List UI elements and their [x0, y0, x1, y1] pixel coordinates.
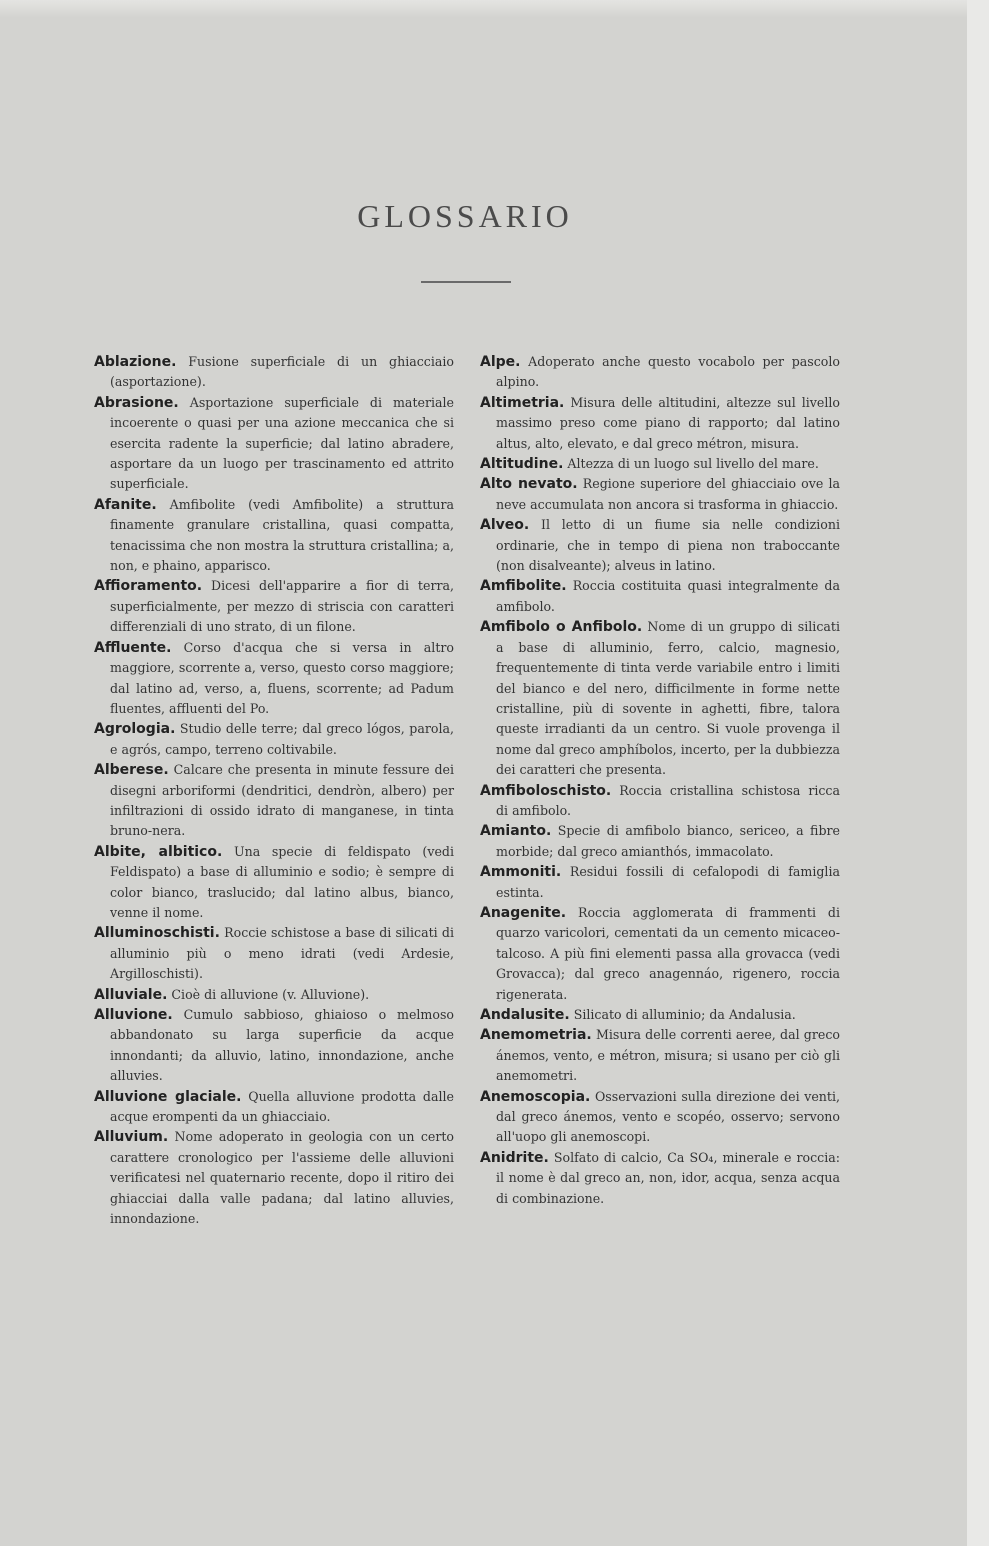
glossary-entry — [480, 617, 840, 780]
entry-definition: Roccia cristallina schistosa ricca di amfibolo. — [496, 782, 840, 818]
entry-term: Affluente. — [94, 639, 172, 656]
entry-term: Affioramento. — [94, 578, 203, 595]
glossary-entry — [94, 760, 454, 842]
glossary-entry — [94, 1087, 454, 1128]
entry-term: Alluminoschisti. — [94, 925, 220, 942]
glossary-entry — [480, 515, 840, 576]
entry-definition: Adoperato anche questo vocabolo per pascolo alpino. — [496, 354, 840, 390]
entry-definition: Roccia costituita quasi integralmente da amfibolo. — [496, 578, 840, 614]
page-title: GLOSSARIO — [357, 198, 573, 234]
glossary-entry — [94, 495, 454, 577]
glossary-entry — [480, 393, 840, 454]
glossary-entry — [94, 638, 454, 720]
glossary-entry — [94, 352, 454, 393]
entry-term: Amianto. — [480, 823, 552, 840]
entry-term: Abrasione. — [94, 394, 179, 411]
entry-definition: Nome di un gruppo di silicati a base di alluminio, ferro, calcio, magnesio, frequentemente di tinta verde variabile entro i limiti del bianco e del nero, difficilmente in forme nette cristalline, più di sovente in aghetti, fibre, talora queste irradianti da un centro. Si vuole provenga il nome dal greco amphíbolos, incerto, per la dubbiezza dei caratteri che presenta. — [496, 619, 840, 778]
entry-term: Altitudine. — [480, 456, 564, 473]
glossary-entry — [480, 821, 840, 862]
glossary-column-right — [480, 352, 840, 1209]
glossary-entry — [480, 862, 840, 903]
glossary-entry — [94, 842, 454, 924]
entry-definition: Cioè di alluvione (v. Alluvione). — [171, 986, 370, 1002]
entry-definition: Cumulo sabbioso, ghiaioso o melmoso abbandonato su larga superficie da acque innondanti; da alluvio, latino, innondazione, anche alluvies. — [110, 1007, 454, 1084]
entry-definition: Misura delle correnti aeree, dal greco ánemos, vento, e métron, misura; si usano per ciò gli anemometri. — [496, 1027, 840, 1084]
entry-term: Alluvium. — [94, 1129, 169, 1146]
entry-term: Alluvione glaciale. — [94, 1088, 242, 1105]
entry-definition: Solfato di calcio, Ca SO₄, minerale e roccia: il nome è dal greco an, non, idor, acqua, senza acqua di combinazione. — [496, 1149, 840, 1206]
entry-definition: Altezza di un luogo sul livello del mare. — [567, 456, 819, 472]
glossary-entry — [94, 393, 454, 495]
entry-term: Amfibolite. — [480, 578, 567, 595]
entry-term: Anagenite. — [480, 904, 567, 921]
glossary-entry — [480, 1148, 840, 1209]
glossary-entry — [480, 1025, 840, 1086]
entry-definition: Regione superiore del ghiacciaio ove la neve accumulata non ancora si trasforma in ghiaccio. — [496, 476, 840, 512]
scan-top-shade — [0, 0, 989, 18]
glossary-entry — [94, 719, 454, 760]
entry-definition: Fusione superficiale di un ghiacciaio (asportazione). — [110, 354, 454, 390]
entry-definition: Roccia agglomerata di frammenti di quarzo varicolori, cementati da un cemento micaceo-talcoso. A più fini elementi passa alla grovacca (vedi Grovacca); dal greco anagennáo, rigenero, roccia rigenerata. — [496, 904, 840, 1002]
entry-term: Alveo. — [480, 517, 530, 534]
entry-term: Ablazione. — [94, 354, 177, 370]
entry-definition: Specie di amfibolo bianco, sericeo, a fibre morbide; dal greco amianthós, immacolato. — [496, 823, 840, 859]
entry-definition: Corso d'acqua che si versa in altro maggiore, scorrente a, verso, questo corso maggiore; dal latino ad, verso, a, fluens, scorrente; ad Padum fluentes, affluenti del Po. — [110, 639, 454, 716]
glossary-entry — [94, 1005, 454, 1087]
glossary-entry — [480, 1005, 840, 1025]
entry-term: Altimetria. — [480, 394, 565, 411]
entry-definition: Studio delle terre; dal greco lógos, parola, e agrós, campo, terreno coltivabile. — [110, 721, 454, 757]
title-rule — [421, 281, 511, 283]
entry-definition: Silicato di alluminio; da Andalusia. — [573, 1007, 796, 1022]
glossary-entry — [480, 903, 840, 1005]
entry-definition: Asportazione superficiale di materiale incoerente o quasi per una azione meccanica che si esercita radente la superficie; dal latino abradere, asportare da un luogo per trascinamento ed attrito superficiale. — [110, 394, 454, 492]
entry-term: Alpe. — [480, 354, 521, 370]
glossary-entry — [480, 474, 840, 515]
entry-term: Andalusite. — [480, 1007, 570, 1023]
entry-term: Alluvione. — [94, 1007, 173, 1023]
entry-definition: Il letto di un fiume sia nelle condizioni ordinarie, che in tempo di piena non traboccante (non disalveante); alveus in latino. — [496, 517, 840, 574]
entry-definition: Amfibolite (vedi Amfibolite) a struttura finamente granulare cristallina, quasi compatta, tenacissima che non mostra la struttura cristallina; a, non, e phaino, apparisco. — [110, 496, 454, 574]
entry-term: Agrologia. — [94, 721, 176, 738]
entry-definition: Quella alluvione prodotta dalle acque erompenti da un ghiacciaio. — [110, 1088, 454, 1125]
entry-definition: Nome adoperato in geologia con un certo carattere cronologico per l'assieme delle alluvioni verificatesi nel quaternario recente, dopo il ritiro dei ghiacciai dalla valle padana; dal latino alluvies, innondazione. — [110, 1129, 454, 1227]
entry-definition: Calcare che presenta in minute fessure dei disegni arboriformi (dendritici, dendròn, albero) per infiltrazioni di ossido idrato di manganese, in tinta bruno-nera. — [110, 762, 454, 839]
entry-definition: Una specie di feldispato (vedi Feldispato) a base di alluminio e sodio; è sempre di color bianco, traslucido; dal latino albus, bianco, venne il nome. — [110, 843, 454, 920]
glossary-entry — [480, 576, 840, 617]
entry-term: Alto nevato. — [480, 476, 578, 493]
glossary-entry — [480, 781, 840, 822]
entry-term: Anidrite. — [480, 1149, 549, 1166]
glossary-entry — [94, 985, 454, 1005]
entry-term: Anemometria. — [480, 1027, 592, 1044]
entry-definition: Misura delle altitudini, altezze sul livello massimo preso come piano di rapporto; dal latino altus, alto, elevato, e dal greco métron, misura. — [496, 394, 840, 451]
entry-definition: Residui fossili di cefalopodi di famiglia estinta. — [496, 864, 840, 900]
scan-right-edge — [967, 0, 989, 1546]
glossary-entry — [480, 1087, 840, 1148]
entry-term: Amfiboloschisto. — [480, 782, 612, 799]
glossary-entry — [480, 352, 840, 393]
glossary-entry — [94, 1127, 454, 1229]
entry-definition: Dicesi dell'apparire a fior di terra, superficialmente, per mezzo di striscia con caratteri differenziali di uno strato, di un filone. — [110, 578, 454, 635]
glossary-entry — [94, 923, 454, 984]
glossary-column-left — [94, 352, 454, 1229]
entry-definition: Osservazioni sulla direzione dei venti, dal greco ánemos, vento e scopéo, osservo; servono all'uopo gli anemoscopi. — [496, 1088, 840, 1145]
entry-term: Ammoniti. — [480, 864, 562, 881]
entry-term: Alberese. — [94, 762, 169, 779]
entry-term: Amfibolo o Anfibolo. — [480, 619, 643, 636]
glossary-entry — [480, 454, 840, 474]
entry-term: Alluviale. — [94, 986, 168, 1003]
entry-term: Afanite. — [94, 496, 157, 513]
entry-term: Anemoscopia. — [480, 1088, 591, 1105]
entry-term: Albite, albitico. — [94, 843, 223, 860]
glossary-entry — [94, 576, 454, 637]
entry-definition: Roccie schistose a base di silicati di alluminio più o meno idrati (vedi Ardesie, Argilloschisti). — [110, 925, 454, 982]
